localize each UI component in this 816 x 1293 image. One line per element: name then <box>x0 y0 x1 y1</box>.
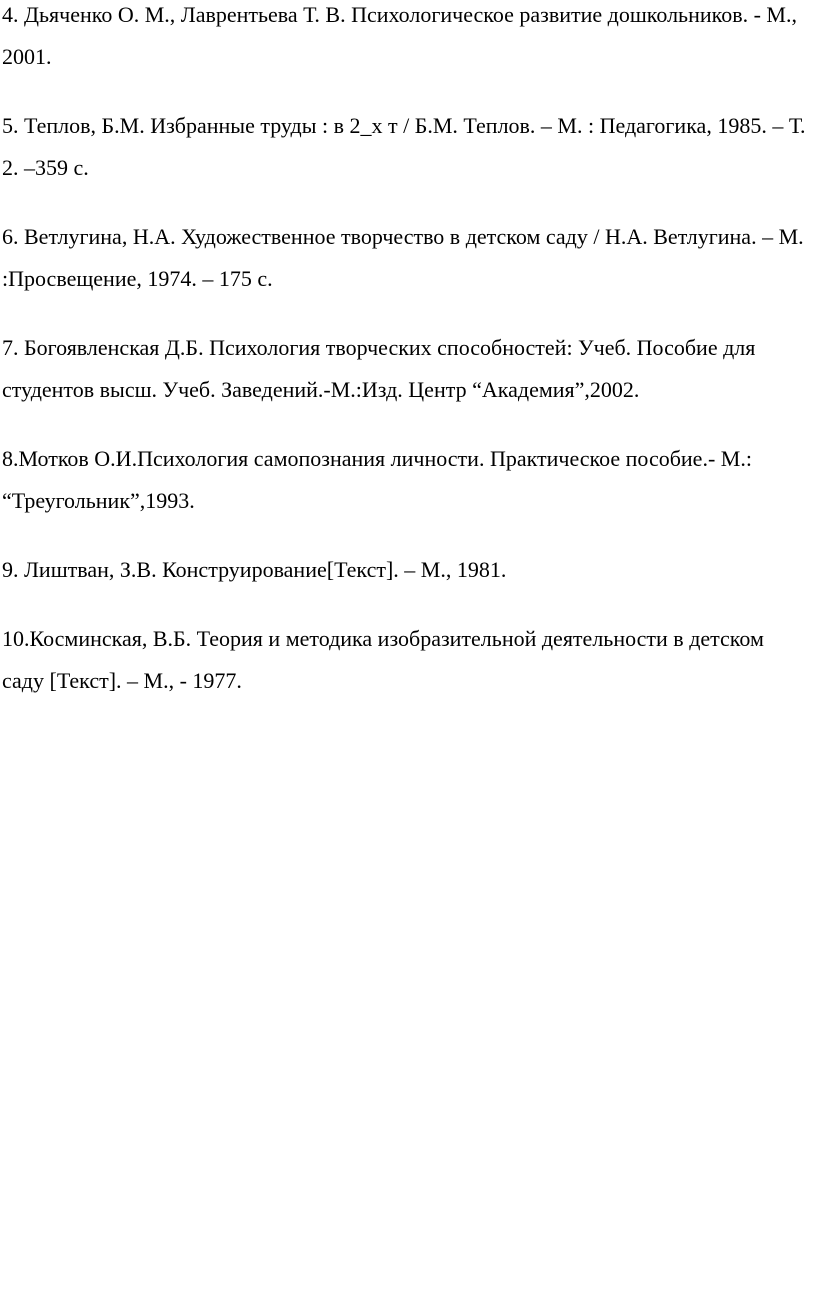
reference-item: 5. Теплов, Б.М. Избранные труды : в 2_х т / Б.М. Теплов. – М. : Педагогика, 1985. – Т. 2. –359 с. <box>2 113 812 180</box>
reference-item: 9. Лиштван, З.В. Конструирование[Текст]. – М., 1981. <box>2 557 507 582</box>
reference-item: 6. Ветлугина, Н.А. Художественное творчество в детском саду / Н.А. Ветлугина. – М. :Просвещение, 1974. – 175 с. <box>2 224 810 291</box>
reference-item: 4. Дьяченко О. М., Лаврентьева Т. В. Психологическое развитие дошкольников. - М., 2001. <box>2 2 803 69</box>
reference-item: 10.Косминская, В.Б. Теория и методика изобразительной деятельности в детском саду [Текст]. – М., - 1977. <box>2 626 770 693</box>
reference-item: 7. Богоявленская Д.Б. Психология творческих способностей: Учеб. Пособие для студентов высш. Учеб. Заведений.-М.:Изд. Центр “Академия”,2002. <box>2 335 761 402</box>
reference-list <box>2 0 812 729</box>
reference-item: 8.Мотков О.И.Психология самопознания личности. Практическое пособие.- М.: “Треугольник”,1993. <box>2 446 758 513</box>
